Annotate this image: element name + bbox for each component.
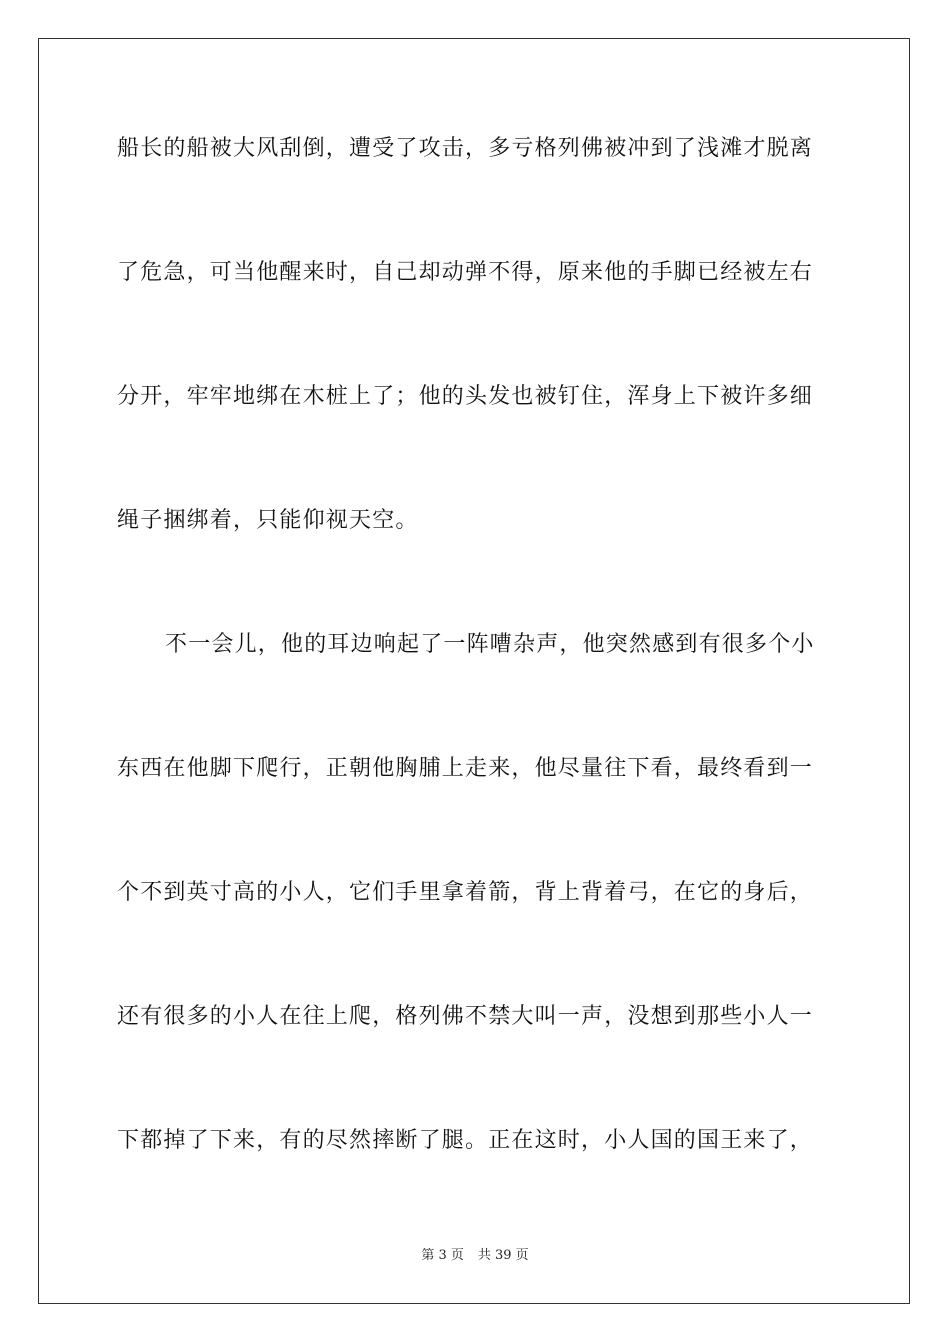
- page-frame: [38, 38, 910, 1304]
- paragraph-start-line: 不一会儿，他的耳边响起了一阵嘈杂声，他突然感到有很多个小: [165, 632, 815, 657]
- text-line: 下都掉了下来，有的尽然摔断了腿。正在这时，小人国的国王来了，: [117, 1128, 814, 1153]
- text-line: 绳子捆绑着，只能仰视天空。: [117, 508, 419, 533]
- text-line: 了危急，可当他醒来时，自己却动弹不得，原来他的手脚已经被左右: [117, 260, 814, 285]
- text-line: 分开，牢牢地绑在木桩上了；他的头发也被钉住，浑身上下被许多细: [117, 384, 814, 409]
- text-line: 个不到英寸高的小人，它们手里拿着箭，背上背着弓，在它的身后，: [117, 880, 814, 905]
- page-footer: [0, 1247, 950, 1265]
- page-number: 第 3 页: [421, 1248, 464, 1263]
- text-line: 还有很多的小人在往上爬，格列佛不禁大叫一声，没想到那些小人一: [117, 1004, 814, 1029]
- text-line: 东西在他脚下爬行，正朝他胸脯上走来，他尽量往下看，最终看到一: [117, 756, 814, 781]
- total-pages: 共 39 页: [477, 1248, 529, 1263]
- text-line: 船长的船被大风刮倒，遭受了攻击，多亏格列佛被冲到了浅滩才脱离: [117, 136, 814, 161]
